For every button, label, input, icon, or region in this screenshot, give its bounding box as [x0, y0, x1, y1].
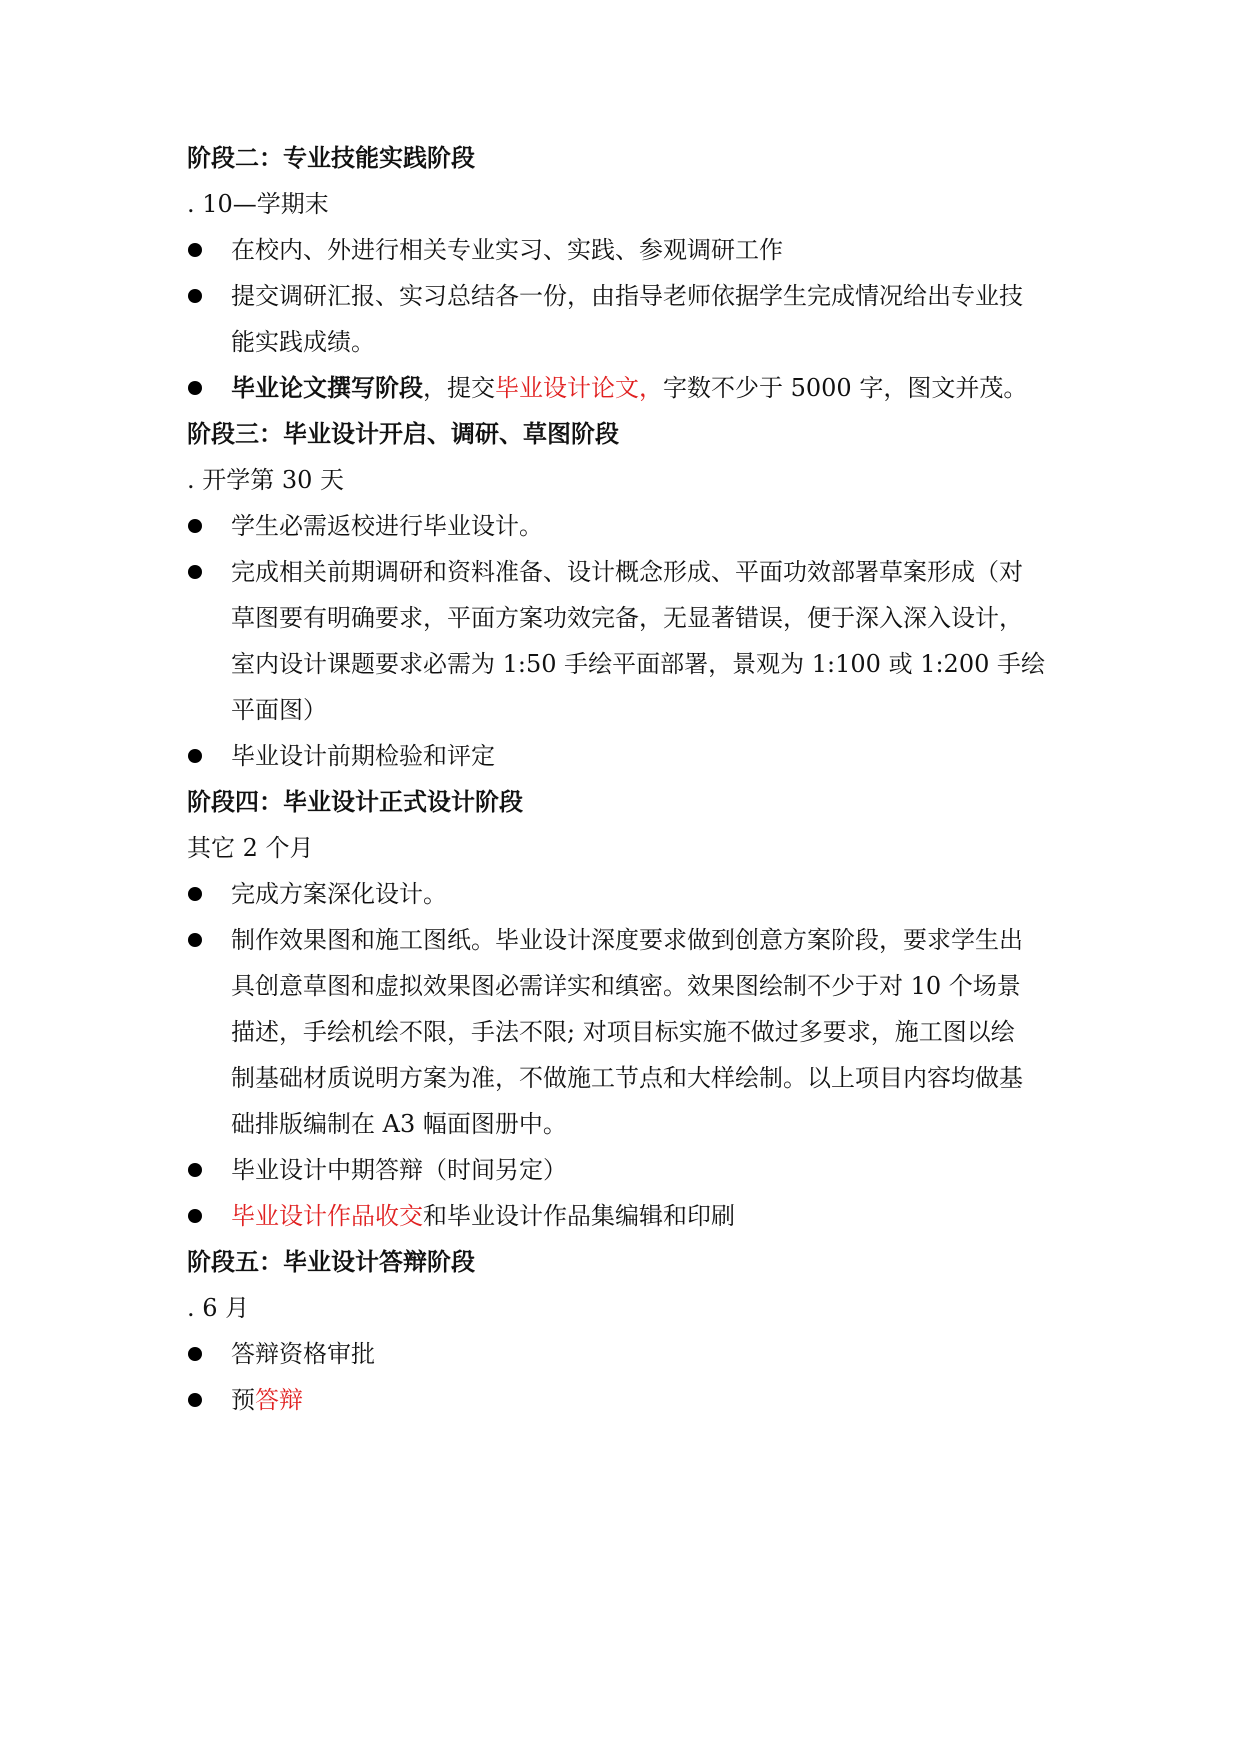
list-item-text [231, 373, 1027, 403]
list-item-continuation: 平面图） [231, 696, 327, 724]
bullet-icon [188, 887, 202, 901]
list-item-continuation: 草图要有明确要求，平面方案功效完备，无显著错误，便于深入深入设计， [231, 604, 1023, 632]
highlight-text: 答辩 [255, 1386, 303, 1414]
bullet-icon [188, 1393, 202, 1407]
plain-text: 预 [231, 1386, 255, 1414]
bullet-icon [188, 243, 202, 257]
list-item-text [231, 1385, 303, 1415]
bullet-icon [188, 1347, 202, 1361]
list-item-text: 毕业设计中期答辩（时间另定） [231, 1156, 567, 1184]
section-heading: 阶段三：毕业设计开启、调研、草图阶段 [187, 420, 619, 448]
list-item-text: 提交调研汇报、实习总结各一份，由指导老师依据学生完成情况给出专业技 [231, 282, 1023, 310]
section-heading: 阶段二：专业技能实践阶段 [187, 144, 475, 172]
timeline-text: 其它 2 个月 [187, 834, 314, 862]
list-item-continuation: 础排版编制在 A3 幅面图册中。 [231, 1110, 567, 1138]
highlight-text: 毕业设计论文， [495, 374, 663, 402]
list-item-text: 毕业设计前期检验和评定 [231, 742, 495, 770]
timeline-text: . 10—学期末 [187, 190, 329, 218]
list-item-text [231, 1201, 735, 1231]
list-item-text: 完成相关前期调研和资料准备、设计概念形成、平面功效部署草案形成（对 [231, 558, 1023, 586]
timeline-text: . 6 月 [187, 1294, 250, 1322]
bullet-icon [188, 933, 202, 947]
list-item-text: 在校内、外进行相关专业实习、实践、参观调研工作 [231, 236, 783, 264]
timeline-text: . 开学第 30 天 [187, 466, 345, 494]
list-item-text: 答辩资格审批 [231, 1340, 375, 1368]
list-item-text: 制作效果图和施工图纸。毕业设计深度要求做到创意方案阶段，要求学生出 [231, 926, 1023, 954]
list-item-continuation: 具创意草图和虚拟效果图必需详实和缜密。效果图绘制不少于对 10 个场景 [231, 972, 1021, 1000]
bullet-icon [188, 1209, 202, 1223]
list-item-text: 完成方案深化设计。 [231, 880, 447, 908]
plain-text: 字数不少于 5000 字，图文并茂。 [663, 374, 1028, 402]
bullet-icon [188, 289, 202, 303]
plain-text: ，提交 [423, 374, 495, 402]
bullet-icon [188, 381, 202, 395]
highlight-text: 毕业设计作品收交 [231, 1202, 423, 1230]
bullet-icon [188, 749, 202, 763]
list-item-continuation: 能实践成绩。 [231, 328, 375, 356]
list-item-continuation: 描述，手绘机绘不限，手法不限; 对项目标实施不做过多要求，施工图以绘 [231, 1018, 1015, 1046]
plain-text: 和毕业设计作品集编辑和印刷 [423, 1202, 735, 1230]
section-heading: 阶段四：毕业设计正式设计阶段 [187, 788, 523, 816]
bold-text: 毕业论文撰写阶段 [231, 374, 423, 402]
list-item-continuation: 室内设计课题要求必需为 1:50 手绘平面部署，景观为 1:100 或 1:200 手绘 [231, 650, 1045, 678]
bullet-icon [188, 1163, 202, 1177]
list-item-continuation: 制基础材质说明方案为准，不做施工节点和大样绘制。以上项目内容均做基 [231, 1064, 1023, 1092]
bullet-icon [188, 565, 202, 579]
list-item-text: 学生必需返校进行毕业设计。 [231, 512, 543, 540]
section-heading: 阶段五：毕业设计答辩阶段 [187, 1248, 475, 1276]
bullet-icon [188, 519, 202, 533]
